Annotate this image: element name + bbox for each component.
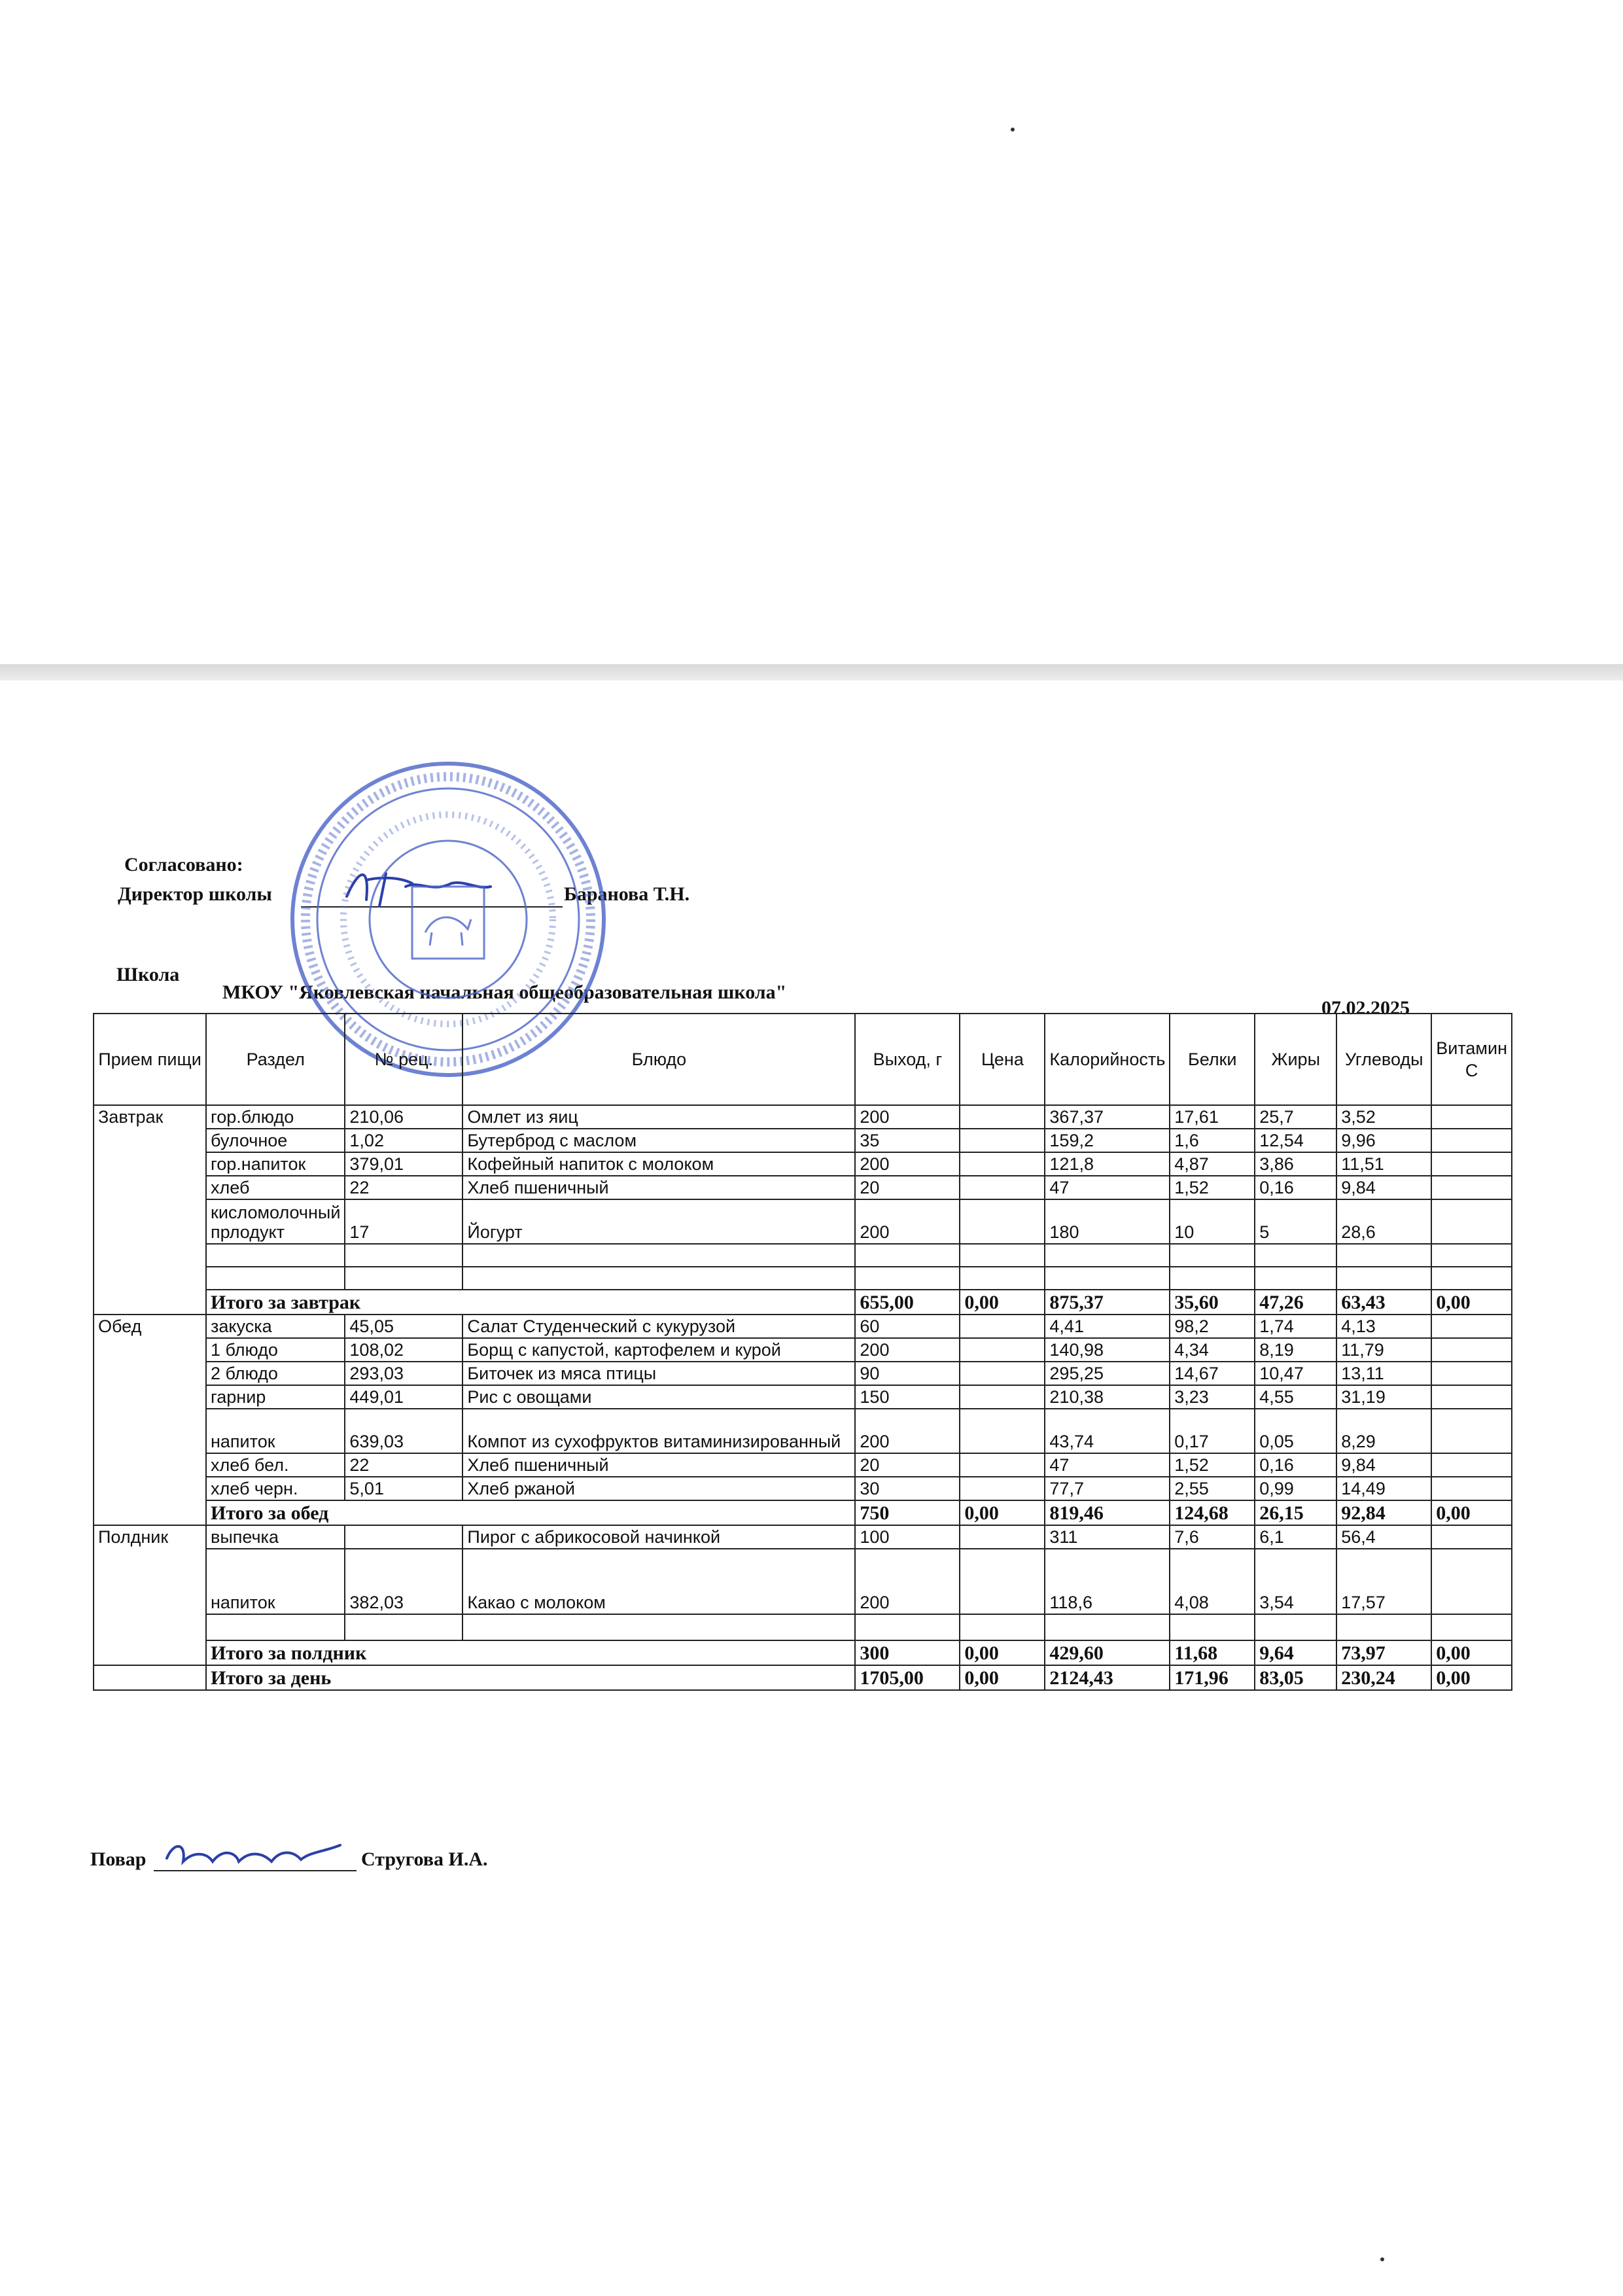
meal-cell bbox=[94, 1665, 206, 1690]
col-meal: Прием пищи bbox=[94, 1014, 206, 1105]
total-price-cell: 0,00 bbox=[960, 1500, 1045, 1525]
total-price-cell: 0,00 bbox=[960, 1640, 1045, 1665]
dish-cell: Какао с молоком bbox=[462, 1549, 855, 1614]
vitamin-c-cell bbox=[1431, 1105, 1512, 1129]
price-cell bbox=[960, 1409, 1045, 1453]
section-cell: гор.блюдо bbox=[206, 1105, 345, 1129]
section-cell: закуска bbox=[206, 1315, 345, 1338]
table-row bbox=[94, 1385, 1512, 1409]
carbs-cell: 31,19 bbox=[1336, 1385, 1431, 1409]
kcal-cell: 77,7 bbox=[1045, 1477, 1170, 1500]
vitamin-c-cell bbox=[1431, 1385, 1512, 1409]
total-kcal-cell: 429,60 bbox=[1045, 1640, 1170, 1665]
total-protein-cell: 124,68 bbox=[1170, 1500, 1255, 1525]
total-output-cell: 300 bbox=[855, 1640, 960, 1665]
total-row bbox=[94, 1640, 1512, 1665]
table-row bbox=[94, 1267, 1512, 1290]
meal-cell bbox=[94, 1129, 206, 1152]
total-fat-cell: 9,64 bbox=[1255, 1640, 1336, 1665]
dish-cell: Йогурт bbox=[462, 1199, 855, 1244]
meal-cell bbox=[94, 1385, 206, 1409]
output-cell: 20 bbox=[855, 1453, 960, 1477]
vitamin-c-cell bbox=[1431, 1129, 1512, 1152]
meal-cell bbox=[94, 1640, 206, 1665]
meal-cell bbox=[94, 1362, 206, 1385]
kcal-cell: 210,38 bbox=[1045, 1385, 1170, 1409]
total-kcal-cell: 819,46 bbox=[1045, 1500, 1170, 1525]
day-total-label: Итого за день bbox=[206, 1665, 855, 1690]
vitamin-c-cell bbox=[1431, 1315, 1512, 1338]
protein-cell: 1,6 bbox=[1170, 1129, 1255, 1152]
table-header-row bbox=[94, 1014, 1512, 1105]
fat-cell: 3,86 bbox=[1255, 1152, 1336, 1176]
kcal-cell bbox=[1045, 1614, 1170, 1640]
cook-name: Стругова И.А. bbox=[361, 1848, 488, 1870]
output-cell: 90 bbox=[855, 1362, 960, 1385]
output-cell: 150 bbox=[855, 1385, 960, 1409]
table-row bbox=[94, 1244, 1512, 1267]
fat-cell: 6,1 bbox=[1255, 1525, 1336, 1549]
vitamin-c-cell bbox=[1431, 1477, 1512, 1500]
carbs-cell: 11,51 bbox=[1336, 1152, 1431, 1176]
meal-cell bbox=[94, 1152, 206, 1176]
col-recipe: № рец. bbox=[345, 1014, 462, 1105]
meal-cell bbox=[94, 1290, 206, 1315]
fat-cell: 5 bbox=[1255, 1199, 1336, 1244]
meal-cell bbox=[94, 1477, 206, 1500]
recipe-cell bbox=[345, 1244, 462, 1267]
vitamin-c-cell bbox=[1431, 1453, 1512, 1477]
vitamin-c-cell bbox=[1431, 1525, 1512, 1549]
protein-cell bbox=[1170, 1267, 1255, 1290]
col-protein: Белки bbox=[1170, 1014, 1255, 1105]
kcal-cell bbox=[1045, 1244, 1170, 1267]
protein-cell: 2,55 bbox=[1170, 1477, 1255, 1500]
carbs-cell: 17,57 bbox=[1336, 1549, 1431, 1614]
fat-cell: 1,74 bbox=[1255, 1315, 1336, 1338]
recipe-cell: 379,01 bbox=[345, 1152, 462, 1176]
table-row bbox=[94, 1409, 1512, 1453]
price-cell bbox=[960, 1362, 1045, 1385]
col-price: Цена bbox=[960, 1014, 1045, 1105]
dish-cell bbox=[462, 1244, 855, 1267]
table-row bbox=[94, 1105, 1512, 1129]
total-price-cell: 0,00 bbox=[960, 1290, 1045, 1315]
recipe-cell: 5,01 bbox=[345, 1477, 462, 1500]
col-dish: Блюдо bbox=[462, 1014, 855, 1105]
kcal-cell: 43,74 bbox=[1045, 1409, 1170, 1453]
director-name: Баранова Т.Н. bbox=[564, 883, 690, 905]
kcal-cell: 121,8 bbox=[1045, 1152, 1170, 1176]
cook-signature bbox=[160, 1832, 350, 1878]
output-cell: 200 bbox=[855, 1549, 960, 1614]
table-row bbox=[94, 1362, 1512, 1385]
total-carbs-cell: 92,84 bbox=[1336, 1500, 1431, 1525]
scan-speck bbox=[1011, 128, 1015, 132]
protein-cell: 3,23 bbox=[1170, 1385, 1255, 1409]
meal-cell: Обед bbox=[94, 1315, 206, 1338]
table-row bbox=[94, 1152, 1512, 1176]
total-vitamin-c-cell: 0,00 bbox=[1431, 1500, 1512, 1525]
kcal-cell: 118,6 bbox=[1045, 1549, 1170, 1614]
total-label: Итого за полдник bbox=[206, 1640, 855, 1665]
price-cell bbox=[960, 1176, 1045, 1199]
carbs-cell: 8,29 bbox=[1336, 1409, 1431, 1453]
recipe-cell bbox=[345, 1267, 462, 1290]
protein-cell: 98,2 bbox=[1170, 1315, 1255, 1338]
recipe-cell: 1,02 bbox=[345, 1129, 462, 1152]
carbs-cell: 9,96 bbox=[1336, 1129, 1431, 1152]
dish-cell: Биточек из мяса птицы bbox=[462, 1362, 855, 1385]
protein-cell bbox=[1170, 1614, 1255, 1640]
fat-cell bbox=[1255, 1267, 1336, 1290]
school-label: Школа bbox=[116, 964, 180, 985]
fat-cell: 3,54 bbox=[1255, 1549, 1336, 1614]
col-kcal: Калорийность bbox=[1045, 1014, 1170, 1105]
meal-cell bbox=[94, 1244, 206, 1267]
recipe-cell: 210,06 bbox=[345, 1105, 462, 1129]
carbs-cell: 13,11 bbox=[1336, 1362, 1431, 1385]
meal-cell bbox=[94, 1338, 206, 1362]
protein-cell: 0,17 bbox=[1170, 1409, 1255, 1453]
protein-cell: 4,87 bbox=[1170, 1152, 1255, 1176]
protein-cell: 17,61 bbox=[1170, 1105, 1255, 1129]
price-cell bbox=[960, 1453, 1045, 1477]
output-cell: 30 bbox=[855, 1477, 960, 1500]
protein-cell: 4,08 bbox=[1170, 1549, 1255, 1614]
section-cell bbox=[206, 1267, 345, 1290]
day-total-price-cell: 0,00 bbox=[960, 1665, 1045, 1690]
dish-cell bbox=[462, 1267, 855, 1290]
output-cell: 200 bbox=[855, 1152, 960, 1176]
output-cell bbox=[855, 1614, 960, 1640]
section-cell: хлеб черн. bbox=[206, 1477, 345, 1500]
output-cell: 200 bbox=[855, 1409, 960, 1453]
recipe-cell bbox=[345, 1525, 462, 1549]
recipe-cell: 639,03 bbox=[345, 1409, 462, 1453]
meal-cell bbox=[94, 1549, 206, 1614]
price-cell bbox=[960, 1477, 1045, 1500]
dish-cell: Бутерброд с маслом bbox=[462, 1129, 855, 1152]
total-vitamin-c-cell: 0,00 bbox=[1431, 1640, 1512, 1665]
section-cell: гарнир bbox=[206, 1385, 345, 1409]
fat-cell: 8,19 bbox=[1255, 1338, 1336, 1362]
price-cell bbox=[960, 1105, 1045, 1129]
day-total-carbs-cell: 230,24 bbox=[1336, 1665, 1431, 1690]
total-protein-cell: 11,68 bbox=[1170, 1640, 1255, 1665]
section-cell: хлеб бел. bbox=[206, 1453, 345, 1477]
price-cell bbox=[960, 1385, 1045, 1409]
total-label: Итого за обед bbox=[206, 1500, 855, 1525]
total-output-cell: 750 bbox=[855, 1500, 960, 1525]
table-row bbox=[94, 1614, 1512, 1640]
kcal-cell: 4,41 bbox=[1045, 1315, 1170, 1338]
section-cell: гор.напиток bbox=[206, 1152, 345, 1176]
recipe-cell: 449,01 bbox=[345, 1385, 462, 1409]
col-carbs: Углеводы bbox=[1336, 1014, 1431, 1105]
fat-cell bbox=[1255, 1244, 1336, 1267]
vitamin-c-cell bbox=[1431, 1614, 1512, 1640]
carbs-cell: 28,6 bbox=[1336, 1199, 1431, 1244]
vitamin-c-cell bbox=[1431, 1199, 1512, 1244]
carbs-cell: 4,13 bbox=[1336, 1315, 1431, 1338]
section-cell bbox=[206, 1614, 345, 1640]
dish-cell: Хлеб пшеничный bbox=[462, 1176, 855, 1199]
menu-table bbox=[93, 1013, 1512, 1691]
output-cell: 200 bbox=[855, 1105, 960, 1129]
col-fat: Жиры bbox=[1255, 1014, 1336, 1105]
total-vitamin-c-cell: 0,00 bbox=[1431, 1290, 1512, 1315]
carbs-cell bbox=[1336, 1244, 1431, 1267]
kcal-cell: 47 bbox=[1045, 1453, 1170, 1477]
section-cell: кисломолочный прлодукт bbox=[206, 1199, 345, 1244]
fat-cell: 12,54 bbox=[1255, 1129, 1336, 1152]
output-cell: 200 bbox=[855, 1199, 960, 1244]
output-cell bbox=[855, 1267, 960, 1290]
dish-cell: Салат Студенческий с кукурузой bbox=[462, 1315, 855, 1338]
recipe-cell: 45,05 bbox=[345, 1315, 462, 1338]
day-total-fat-cell: 83,05 bbox=[1255, 1665, 1336, 1690]
meal-cell: Завтрак bbox=[94, 1105, 206, 1129]
meal-cell bbox=[94, 1267, 206, 1290]
total-carbs-cell: 73,97 bbox=[1336, 1640, 1431, 1665]
kcal-cell: 311 bbox=[1045, 1525, 1170, 1549]
total-fat-cell: 47,26 bbox=[1255, 1290, 1336, 1315]
dish-cell: Пирог с абрикосовой начинкой bbox=[462, 1525, 855, 1549]
table-row bbox=[94, 1338, 1512, 1362]
total-kcal-cell: 875,37 bbox=[1045, 1290, 1170, 1315]
meal-cell: Полдник bbox=[94, 1525, 206, 1549]
output-cell: 35 bbox=[855, 1129, 960, 1152]
output-cell: 100 bbox=[855, 1525, 960, 1549]
section-cell: напиток bbox=[206, 1549, 345, 1614]
price-cell bbox=[960, 1338, 1045, 1362]
protein-cell: 1,52 bbox=[1170, 1453, 1255, 1477]
dish-cell: Хлеб ржаной bbox=[462, 1477, 855, 1500]
dish-cell: Борщ с капустой, картофелем и курой bbox=[462, 1338, 855, 1362]
recipe-cell: 108,02 bbox=[345, 1338, 462, 1362]
section-cell: 1 блюдо bbox=[206, 1338, 345, 1362]
carbs-cell bbox=[1336, 1267, 1431, 1290]
price-cell bbox=[960, 1152, 1045, 1176]
total-output-cell: 655,00 bbox=[855, 1290, 960, 1315]
fat-cell bbox=[1255, 1614, 1336, 1640]
price-cell bbox=[960, 1199, 1045, 1244]
fat-cell: 0,05 bbox=[1255, 1409, 1336, 1453]
vitamin-c-cell bbox=[1431, 1338, 1512, 1362]
document-date: 07.02.2025 bbox=[1321, 997, 1410, 1019]
vitamin-c-cell bbox=[1431, 1362, 1512, 1385]
day-total-kcal-cell: 2124,43 bbox=[1045, 1665, 1170, 1690]
protein-cell: 7,6 bbox=[1170, 1525, 1255, 1549]
table-row bbox=[94, 1176, 1512, 1199]
total-row bbox=[94, 1290, 1512, 1315]
price-cell bbox=[960, 1244, 1045, 1267]
kcal-cell bbox=[1045, 1267, 1170, 1290]
fat-cell: 25,7 bbox=[1255, 1105, 1336, 1129]
approved-label: Согласовано: bbox=[124, 854, 243, 875]
meal-cell bbox=[94, 1199, 206, 1244]
dish-cell: Рис с овощами bbox=[462, 1385, 855, 1409]
total-label: Итого за завтрак bbox=[206, 1290, 855, 1315]
kcal-cell: 159,2 bbox=[1045, 1129, 1170, 1152]
dish-cell: Хлеб пшеничный bbox=[462, 1453, 855, 1477]
table-row bbox=[94, 1525, 1512, 1549]
kcal-cell: 180 bbox=[1045, 1199, 1170, 1244]
table-row bbox=[94, 1477, 1512, 1500]
school-name: МКОУ "Яковлевская начальная общеобразовательная школа" bbox=[222, 981, 787, 1003]
carbs-cell bbox=[1336, 1614, 1431, 1640]
recipe-cell: 22 bbox=[345, 1176, 462, 1199]
meal-cell bbox=[94, 1409, 206, 1453]
meal-cell bbox=[94, 1500, 206, 1525]
dish-cell: Кофейный напиток с молоком bbox=[462, 1152, 855, 1176]
kcal-cell: 140,98 bbox=[1045, 1338, 1170, 1362]
dish-cell: Омлет из яиц bbox=[462, 1105, 855, 1129]
table-row bbox=[94, 1315, 1512, 1338]
protein-cell: 4,34 bbox=[1170, 1338, 1255, 1362]
fat-cell: 0,99 bbox=[1255, 1477, 1336, 1500]
recipe-cell: 17 bbox=[345, 1199, 462, 1244]
section-cell: хлеб bbox=[206, 1176, 345, 1199]
table-row bbox=[94, 1199, 1512, 1244]
carbs-cell: 11,79 bbox=[1336, 1338, 1431, 1362]
price-cell bbox=[960, 1525, 1045, 1549]
col-vitamin-c: Витамин С bbox=[1431, 1014, 1512, 1105]
carbs-cell: 9,84 bbox=[1336, 1453, 1431, 1477]
vitamin-c-cell bbox=[1431, 1549, 1512, 1614]
recipe-cell: 382,03 bbox=[345, 1549, 462, 1614]
output-cell bbox=[855, 1244, 960, 1267]
protein-cell: 1,52 bbox=[1170, 1176, 1255, 1199]
price-cell bbox=[960, 1315, 1045, 1338]
col-output: Выход, г bbox=[855, 1014, 960, 1105]
price-cell bbox=[960, 1129, 1045, 1152]
fat-cell: 0,16 bbox=[1255, 1176, 1336, 1199]
dish-cell bbox=[462, 1614, 855, 1640]
output-cell: 60 bbox=[855, 1315, 960, 1338]
fat-cell: 0,16 bbox=[1255, 1453, 1336, 1477]
vitamin-c-cell bbox=[1431, 1409, 1512, 1453]
recipe-cell bbox=[345, 1614, 462, 1640]
price-cell bbox=[960, 1267, 1045, 1290]
table-row bbox=[94, 1129, 1512, 1152]
kcal-cell: 295,25 bbox=[1045, 1362, 1170, 1385]
protein-cell bbox=[1170, 1244, 1255, 1267]
day-total-protein-cell: 171,96 bbox=[1170, 1665, 1255, 1690]
director-label: Директор школы bbox=[118, 883, 272, 905]
total-carbs-cell: 63,43 bbox=[1336, 1290, 1431, 1315]
total-fat-cell: 26,15 bbox=[1255, 1500, 1336, 1525]
table-row bbox=[94, 1549, 1512, 1614]
scan-speck bbox=[1380, 2257, 1384, 2261]
section-cell bbox=[206, 1244, 345, 1267]
output-cell: 20 bbox=[855, 1176, 960, 1199]
carbs-cell: 14,49 bbox=[1336, 1477, 1431, 1500]
meal-cell bbox=[94, 1453, 206, 1477]
section-cell: напиток bbox=[206, 1409, 345, 1453]
protein-cell: 14,67 bbox=[1170, 1362, 1255, 1385]
vitamin-c-cell bbox=[1431, 1267, 1512, 1290]
kcal-cell: 367,37 bbox=[1045, 1105, 1170, 1129]
carbs-cell: 56,4 bbox=[1336, 1525, 1431, 1549]
output-cell: 200 bbox=[855, 1338, 960, 1362]
day-total-output-cell: 1705,00 bbox=[855, 1665, 960, 1690]
meal-cell bbox=[94, 1614, 206, 1640]
price-cell bbox=[960, 1549, 1045, 1614]
total-protein-cell: 35,60 bbox=[1170, 1290, 1255, 1315]
fat-cell: 4,55 bbox=[1255, 1385, 1336, 1409]
recipe-cell: 22 bbox=[345, 1453, 462, 1477]
price-cell bbox=[960, 1614, 1045, 1640]
meal-cell bbox=[94, 1176, 206, 1199]
table-row bbox=[94, 1453, 1512, 1477]
vitamin-c-cell bbox=[1431, 1176, 1512, 1199]
dish-cell: Компот из сухофруктов витаминизированный bbox=[462, 1409, 855, 1453]
total-row bbox=[94, 1500, 1512, 1525]
fat-cell: 10,47 bbox=[1255, 1362, 1336, 1385]
recipe-cell: 293,03 bbox=[345, 1362, 462, 1385]
day-total-vitamin-c-cell: 0,00 bbox=[1431, 1665, 1512, 1690]
section-cell: булочное bbox=[206, 1129, 345, 1152]
vitamin-c-cell bbox=[1431, 1152, 1512, 1176]
cook-label: Повар bbox=[90, 1848, 147, 1870]
kcal-cell: 47 bbox=[1045, 1176, 1170, 1199]
col-section: Раздел bbox=[206, 1014, 345, 1105]
day-total-row bbox=[94, 1665, 1512, 1690]
vitamin-c-cell bbox=[1431, 1244, 1512, 1267]
section-cell: выпечка bbox=[206, 1525, 345, 1549]
menu-table-body bbox=[94, 1105, 1512, 1690]
section-cell: 2 блюдо bbox=[206, 1362, 345, 1385]
protein-cell: 10 bbox=[1170, 1199, 1255, 1244]
carbs-cell: 9,84 bbox=[1336, 1176, 1431, 1199]
carbs-cell: 3,52 bbox=[1336, 1105, 1431, 1129]
